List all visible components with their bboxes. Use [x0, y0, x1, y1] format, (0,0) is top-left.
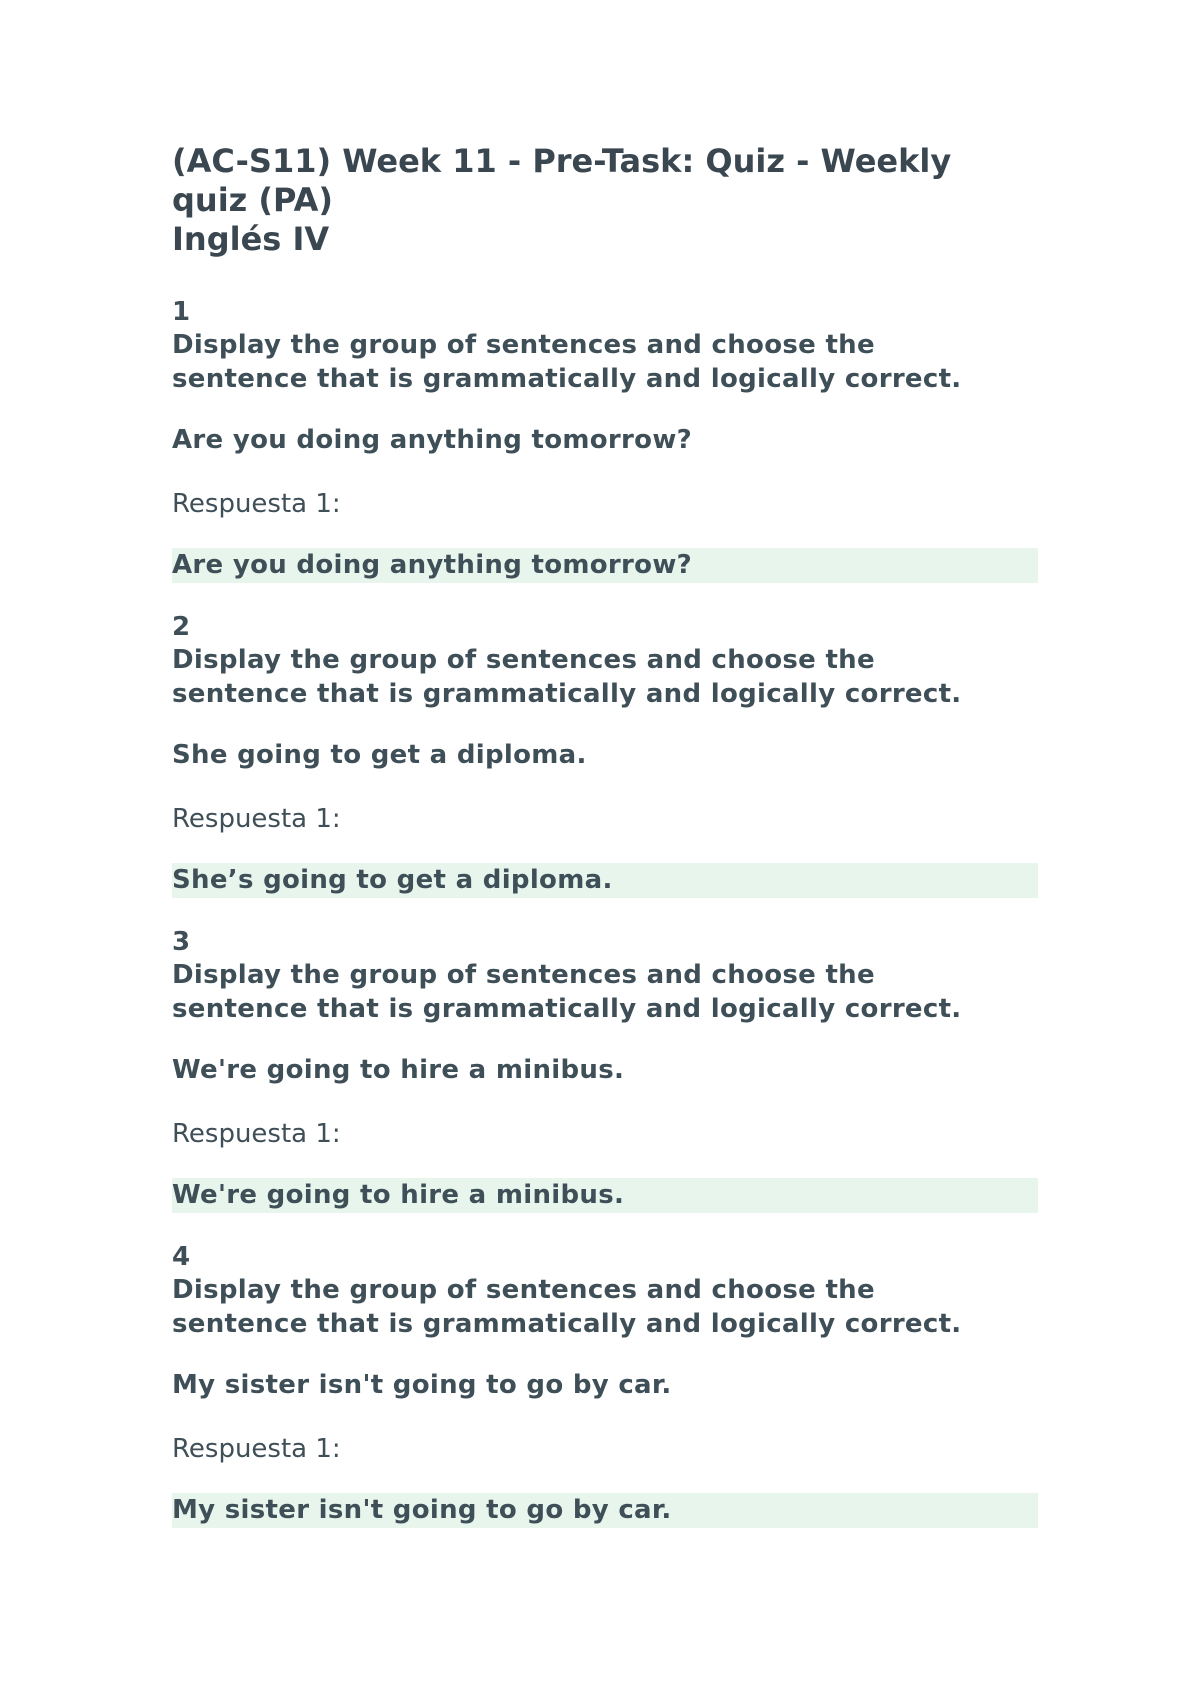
question-number: 2 — [172, 612, 191, 642]
title-line-2: quiz (PA) — [172, 181, 333, 219]
prompt-line-2: sentence that is grammatically and logically correct. — [172, 679, 962, 709]
answer-label: Respuesta 1: — [172, 804, 341, 834]
question-prompt — [172, 958, 1038, 1026]
question-number: 1 — [172, 297, 191, 327]
question-stem: My sister isn't going to go by car. — [172, 1370, 672, 1400]
question-number: 4 — [172, 1242, 191, 1272]
question-stem: She going to get a diploma. — [172, 740, 587, 770]
page-title — [172, 142, 1038, 259]
question-stem: We're going to hire a minibus. — [172, 1055, 625, 1085]
prompt-line-1: Display the group of sentences and choose the — [172, 330, 875, 360]
prompt-line-2: sentence that is grammatically and logically correct. — [172, 364, 962, 394]
question-2 — [172, 611, 1038, 898]
selected-answer: Are you doing anything tomorrow? — [172, 548, 1038, 583]
prompt-line-1: Display the group of sentences and choose the — [172, 1275, 875, 1305]
prompt-line-2: sentence that is grammatically and logically correct. — [172, 994, 962, 1024]
course-name: Inglés IV — [172, 220, 330, 258]
question-prompt — [172, 328, 1038, 396]
prompt-line-1: Display the group of sentences and choose the — [172, 645, 875, 675]
question-1 — [172, 296, 1038, 583]
question-3 — [172, 926, 1038, 1213]
selected-answer: She’s going to get a diploma. — [172, 863, 1038, 898]
answer-label: Respuesta 1: — [172, 1119, 341, 1149]
answer-label: Respuesta 1: — [172, 489, 341, 519]
answer-label: Respuesta 1: — [172, 1434, 341, 1464]
prompt-line-1: Display the group of sentences and choose the — [172, 960, 875, 990]
question-prompt — [172, 643, 1038, 711]
question-stem: Are you doing anything tomorrow? — [172, 425, 693, 455]
question-4 — [172, 1241, 1038, 1528]
selected-answer: My sister isn't going to go by car. — [172, 1493, 1038, 1528]
selected-answer: We're going to hire a minibus. — [172, 1178, 1038, 1213]
question-prompt — [172, 1273, 1038, 1341]
question-number: 3 — [172, 927, 191, 957]
title-line-1: (AC-S11) Week 11 - Pre-Task: Quiz - Weekly — [172, 142, 952, 180]
document-page — [172, 142, 1038, 1528]
prompt-line-2: sentence that is grammatically and logically correct. — [172, 1309, 962, 1339]
